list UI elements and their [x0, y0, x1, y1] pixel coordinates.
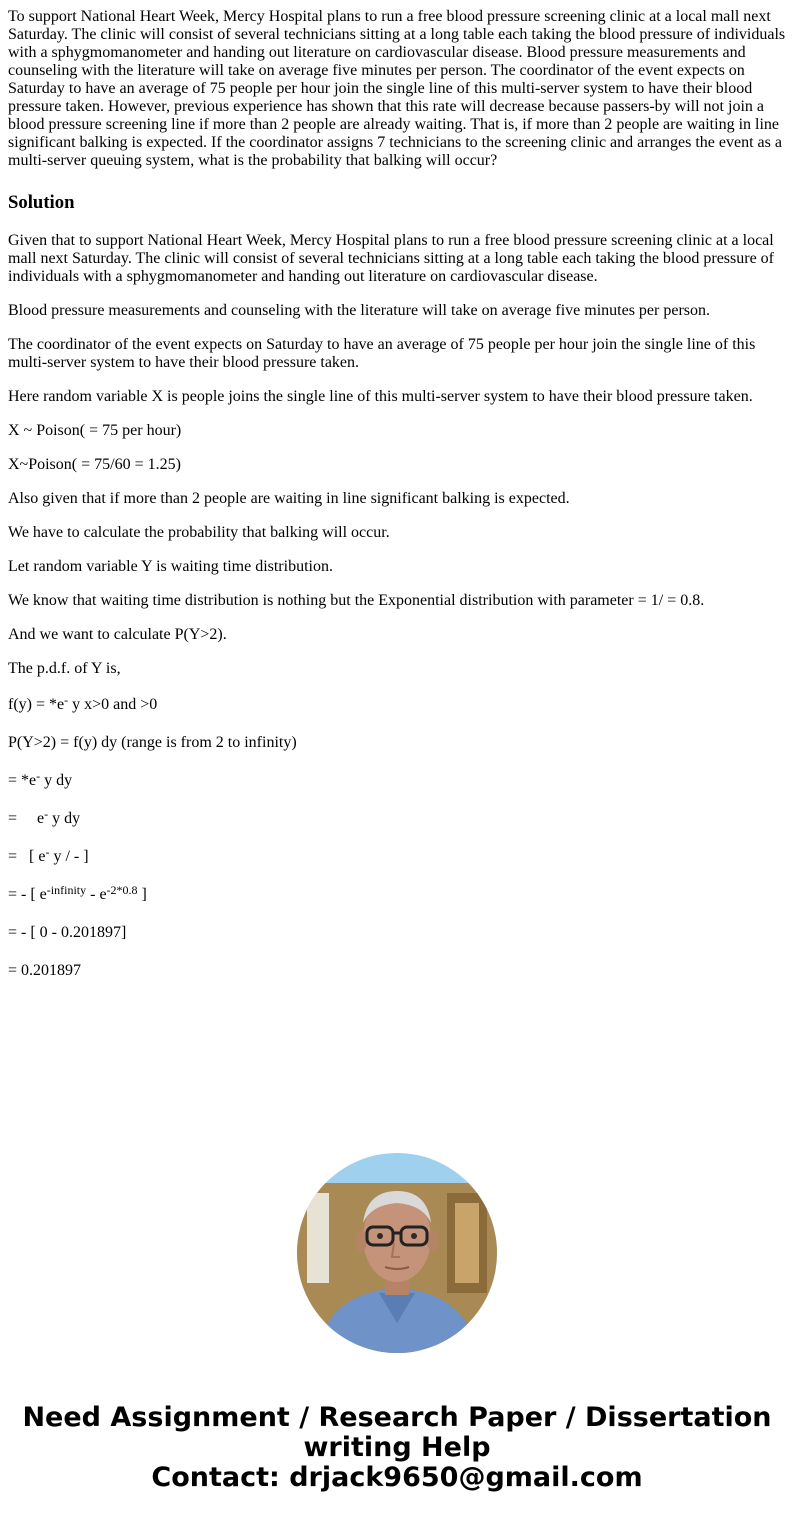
paragraph-poisson-hourly: X ~ Poison( = 75 per hour): [8, 422, 182, 439]
equation-pdf: f(y) = *e- y x>0 and >0: [8, 693, 158, 713]
paragraph-random-variable-x: Here random variable X is people joins the single line of this multi-server system to have their blood pressure taken.: [8, 388, 753, 405]
paragraph-poisson-minute: X~Poison( = 75/60 = 1.25): [8, 456, 181, 473]
paragraph-service-time: Blood pressure measurements and counseling with the literature will take on average five minutes per person.: [8, 302, 711, 319]
paragraph-given: Given that to support National Heart Week, Mercy Hospital plans to run a free blood pressure screening clinic at a local mall next Saturday. The clinic will consist of several technicians sitting at a long table each taking the blood pressure of individuals with a sphygmomanometer and handing out literature on cardiovascular disease.: [8, 232, 775, 285]
paragraph-random-variable-y: Let random variable Y is waiting time distribution.: [8, 558, 333, 575]
solution-document: [8, 8, 786, 998]
paragraph-pdf-intro: The p.d.f. of Y is,: [8, 660, 121, 677]
author-portrait-image: [297, 1153, 497, 1353]
equation-step-3: = [ e- y / - ]: [8, 845, 89, 865]
paragraph-balking-condition: Also given that if more than 2 people are waiting in line significant balking is expected.: [8, 490, 570, 507]
author-avatar: [297, 1153, 497, 1353]
paragraph-arrival-rate: The coordinator of the event expects on Saturday to have an average of 75 people per hour join the single line of this multi-server system to have their blood pressure taken.: [8, 336, 756, 371]
equation-step-2: = e- y dy: [8, 807, 81, 827]
question-text: To support National Heart Week, Mercy Hospital plans to run a free blood pressure screening clinic at a local mall next Saturday. The clinic will consist of several technicians sitting at a long table each taking the blood pressure of individuals with a sphygmomanometer and handing out literature on cardiovascular disease. Blood pressure measurements and counseling with the literature will take on average five minutes per person. The coordinator of the event expects on Saturday to have an average of 75 people per hour join the single line of this multi-server system to have their blood pressure taken. However, previous experience has shown that this rate will decrease because passers-by will not join a blood pressure screening line if more than 2 people are already waiting. That is, if more than 2 people are waiting in line significant balking is expected. If the coordinator assigns 7 technicians to the screening clinic and arranges the event as a multi-server queuing system, what is the probability that balking will occur?: [8, 8, 786, 169]
paragraph-goal: We have to calculate the probability that balking will occur.: [8, 524, 390, 541]
promo-line-1: Need Assignment / Research Paper / Dissertation: [22, 1402, 772, 1433]
equation-step-1: = *e- y dy: [8, 769, 73, 789]
promo-footer: [0, 1403, 794, 1493]
paragraph-target-probability: And we want to calculate P(Y>2).: [8, 626, 227, 643]
paragraph-exponential: We know that waiting time distribution is nothing but the Exponential distribution with parameter = 1/ = 0.8.: [8, 592, 705, 609]
equation-probability-definition: P(Y>2) = f(y) dy (range is from 2 to infinity): [8, 734, 297, 751]
equation-step-5: = - [ 0 - 0.201897]: [8, 924, 127, 941]
equation-result: = 0.201897: [8, 962, 82, 979]
equation-step-4: = - [ $e^{-infinity} - e^{-2*0.8}$ ]: [8, 883, 147, 903]
promo-contact: Contact: drjack9650@gmail.com: [151, 1462, 643, 1493]
promo-line-2: writing Help: [303, 1432, 491, 1463]
solution-heading: Solution: [8, 192, 75, 213]
